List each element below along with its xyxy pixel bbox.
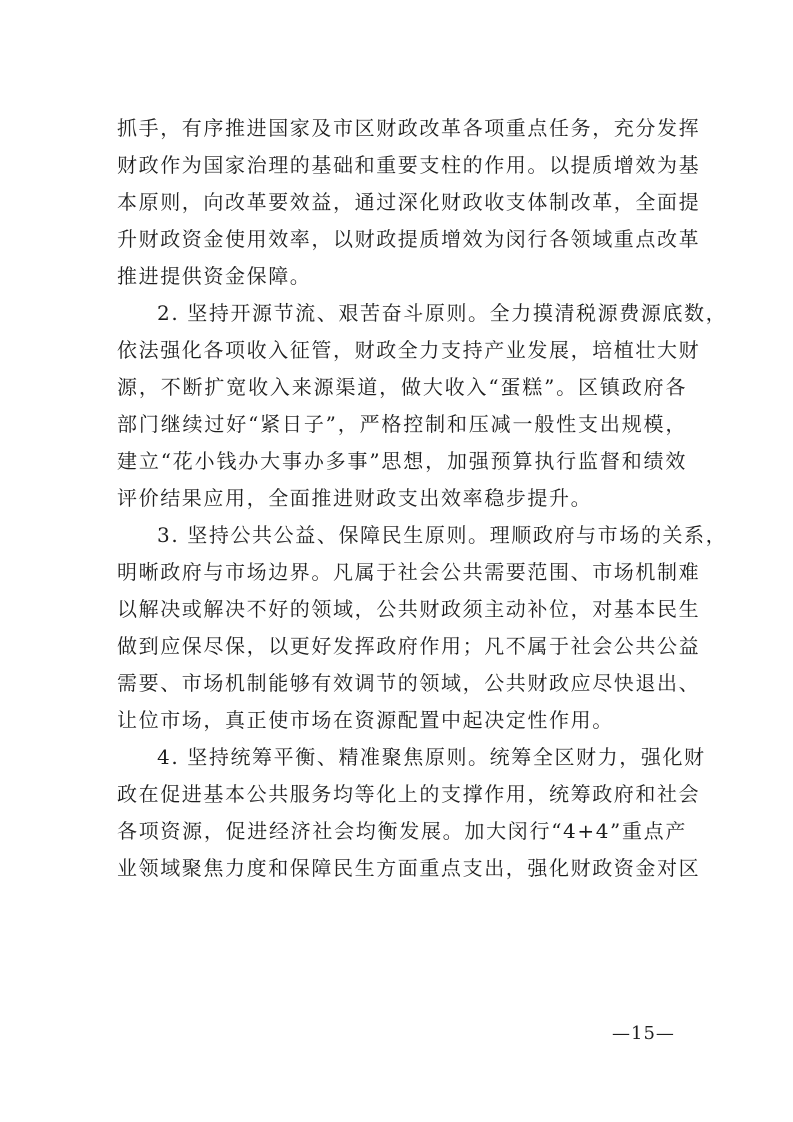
paragraph-line: 2. 坚持开源节流、艰苦奋斗原则。全力摸清税源费源底数， xyxy=(157,301,728,325)
paragraph-line: 抓手，有序推进国家及市区财政改革各项重点任务，充分发挥 xyxy=(117,116,701,140)
paragraph-line: 升财政资金使用效率，以财政提质增效为闵行各领域重点改革 xyxy=(117,227,701,251)
paragraph-line: 部门继续过好“紧日子”，严格控制和压减一般性支出规模， xyxy=(117,412,687,436)
paragraph-line: 让位市场，真正使市场在资源配置中起决定性作用。 xyxy=(117,708,614,732)
paragraph-line: 建立“花小钱办大事办多事”思想，加强预算执行监督和绩效 xyxy=(117,449,687,473)
paragraph-line: 做到应保尽保，以更好发挥政府作用；凡不属于社会公共公益 xyxy=(117,634,701,658)
body-text xyxy=(117,110,728,887)
paragraph-line: 本原则，向改革要效益，通过深化财政收支体制改革，全面提 xyxy=(117,190,701,214)
paragraph-line: 明晰政府与市场边界。凡属于社会公共需要范围、市场机制难 xyxy=(117,560,701,584)
paragraph-line: 评价结果应用，全面推进财政支出效率稳步提升。 xyxy=(117,486,593,510)
paragraph-line: 需要、市场机制能够有效调节的领域，公共财政应尽快退出、 xyxy=(117,671,701,695)
paragraph-line: 4. 坚持统筹平衡、精准聚焦原则。统筹全区财力，强化财 xyxy=(157,745,706,769)
paragraph-line: 各项资源，促进经济社会均衡发展。加大闵行“4+4”重点产 xyxy=(117,819,687,843)
paragraph-line: 政在促进基本公共服务均等化上的支撑作用，统筹政府和社会 xyxy=(117,782,701,806)
paragraph-line: 依法强化各项收入征管，财政全力支持产业发展，培植壮大财 xyxy=(117,338,701,362)
page-number: —15— xyxy=(612,1023,675,1044)
paragraph-line: 财政作为国家治理的基础和重要支柱的作用。以提质增效为基 xyxy=(117,153,701,177)
paragraph-line: 3. 坚持公共公益、保障民生原则。理顺政府与市场的关系， xyxy=(157,523,728,547)
paragraph-line: 源，不断扩宽收入来源渠道，做大收入“蛋糕”。区镇政府各 xyxy=(117,375,687,399)
paragraph-line: 推进提供资金保障。 xyxy=(117,264,312,288)
paragraph-line: 以解决或解决不好的领域，公共财政须主动补位，对基本民生 xyxy=(117,597,701,621)
paragraph-line: 业领域聚焦力度和保障民生方面重点支出，强化财政资金对区 xyxy=(117,856,701,880)
